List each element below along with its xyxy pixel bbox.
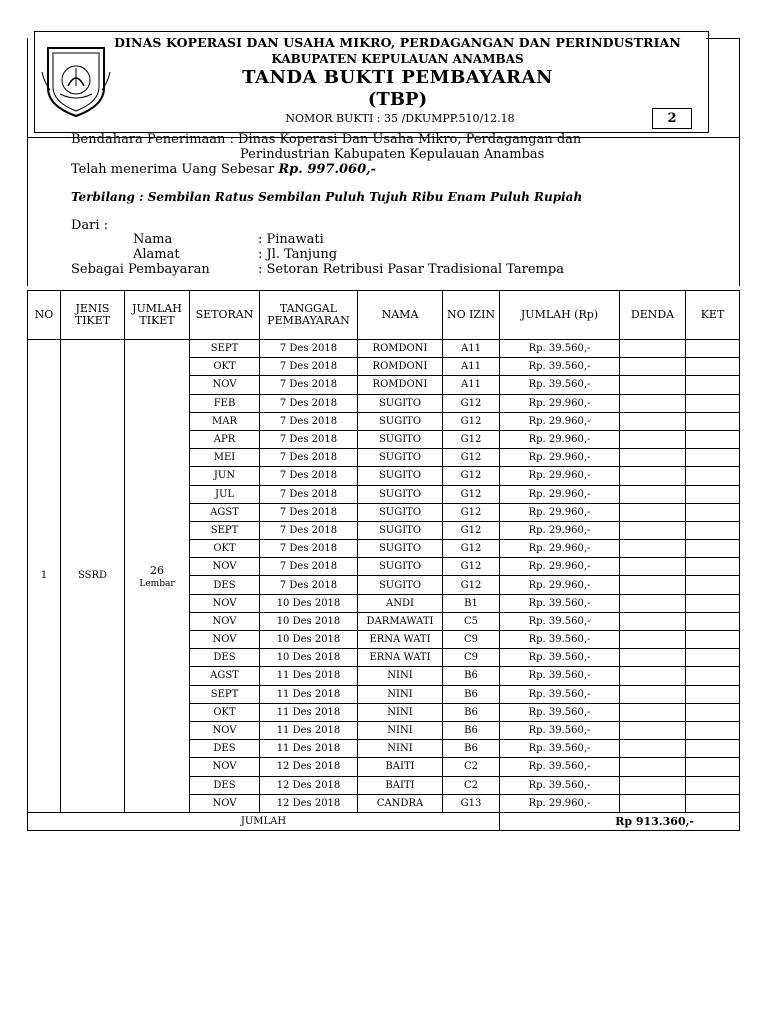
- cell-setoran: OKT: [190, 540, 260, 558]
- cell-denda: [620, 721, 686, 739]
- cell-setoran: DES: [190, 740, 260, 758]
- cell-tanggal: 12 Des 2018: [260, 794, 358, 812]
- cell-setoran: AGST: [190, 667, 260, 685]
- cell-jumlah: Rp. 39.560,-: [500, 776, 620, 794]
- cell-jumlah: Rp. 29.960,-: [500, 449, 620, 467]
- cell-denda: [620, 412, 686, 430]
- document-subtitle: (TBP): [367, 89, 428, 110]
- cell-jenis-tiket: SSRD: [61, 340, 125, 813]
- cell-denda: [620, 449, 686, 467]
- cell-tanggal: 11 Des 2018: [260, 703, 358, 721]
- cell-tanggal: 10 Des 2018: [260, 649, 358, 667]
- cell-nama: NINI: [358, 667, 443, 685]
- cell-nama: SUGITO: [358, 576, 443, 594]
- bendahara-line-1: Bendahara Penerimaan : Dinas Koperasi Dan Usaha Mikro, Perdagangan dan: [71, 132, 582, 147]
- cell-nama: ROMDONI: [358, 340, 443, 358]
- cell-ket: [686, 703, 740, 721]
- cell-nama: SUGITO: [358, 558, 443, 576]
- cell-ket: [686, 485, 740, 503]
- cell-tanggal: 7 Des 2018: [260, 467, 358, 485]
- alamat-label: Alamat: [133, 247, 180, 262]
- cell-no-izin: G12: [443, 449, 500, 467]
- header-setoran: SETORAN: [190, 291, 260, 340]
- header-nama: NAMA: [358, 291, 443, 340]
- document-title: TANDA BUKTI PEMBAYARAN: [242, 67, 553, 88]
- cell-jumlah: Rp. 29.960,-: [500, 467, 620, 485]
- cell-nama: ANDI: [358, 594, 443, 612]
- cell-jumlah: Rp. 39.560,-: [500, 721, 620, 739]
- cell-nama: SUGITO: [358, 540, 443, 558]
- cell-no-izin: C5: [443, 612, 500, 630]
- cell-denda: [620, 612, 686, 630]
- regency-logo-icon: [40, 42, 112, 120]
- cell-ket: [686, 394, 740, 412]
- cell-denda: [620, 540, 686, 558]
- cell-nama: ERNA WATI: [358, 649, 443, 667]
- header-jenis-tiket: JENIS TIKET: [61, 291, 125, 340]
- received-amount-line: [71, 162, 376, 177]
- cell-tanggal: 11 Des 2018: [260, 721, 358, 739]
- cell-setoran: NOV: [190, 558, 260, 576]
- table-row: [28, 340, 740, 358]
- cell-ket: [686, 612, 740, 630]
- frame-top-line: [706, 38, 740, 39]
- cell-no-izin: G12: [443, 394, 500, 412]
- cell-ket: [686, 576, 740, 594]
- cell-tanggal: 7 Des 2018: [260, 340, 358, 358]
- cell-no-izin: G12: [443, 503, 500, 521]
- received-amount: Rp. 997.060,-: [278, 162, 377, 177]
- cell-no-izin: B6: [443, 685, 500, 703]
- table-body: [28, 340, 740, 831]
- cell-jumlah: Rp. 29.960,-: [500, 521, 620, 539]
- cell-jumlah: Rp. 29.960,-: [500, 485, 620, 503]
- cell-tanggal: 7 Des 2018: [260, 394, 358, 412]
- table-header-row: [28, 291, 740, 340]
- cell-no-izin: A11: [443, 376, 500, 394]
- page-number-box: 2: [652, 108, 692, 129]
- cell-no-izin: B6: [443, 703, 500, 721]
- cell-jumlah: Rp. 39.560,-: [500, 667, 620, 685]
- cell-jumlah: Rp. 39.560,-: [500, 740, 620, 758]
- total-row: [28, 812, 740, 830]
- cell-jumlah: Rp. 39.560,-: [500, 612, 620, 630]
- cell-ket: [686, 594, 740, 612]
- cell-setoran: NOV: [190, 721, 260, 739]
- cell-tanggal: 7 Des 2018: [260, 412, 358, 430]
- cell-setoran: NOV: [190, 612, 260, 630]
- cell-ket: [686, 412, 740, 430]
- cell-denda: [620, 594, 686, 612]
- total-label: JUMLAH: [28, 812, 500, 830]
- cell-nama: SUGITO: [358, 503, 443, 521]
- cell-no-izin: G12: [443, 485, 500, 503]
- cell-jumlah: Rp. 39.560,-: [500, 649, 620, 667]
- cell-tanggal: 7 Des 2018: [260, 485, 358, 503]
- cell-setoran: DES: [190, 576, 260, 594]
- receipt-number: NOMOR BUKTI : 35 /DKUMPP.510/12.18: [285, 112, 515, 125]
- bendahara-line-2: Perindustrian Kabupaten Kepulauan Anambas: [240, 147, 545, 162]
- cell-nama: ROMDONI: [358, 358, 443, 376]
- cell-denda: [620, 667, 686, 685]
- cell-nama: NINI: [358, 721, 443, 739]
- cell-no-izin: C2: [443, 758, 500, 776]
- header-no-izin: NO IZIN: [443, 291, 500, 340]
- cell-setoran: DES: [190, 649, 260, 667]
- payment-table: [27, 290, 740, 831]
- cell-ket: [686, 685, 740, 703]
- cell-setoran: SEPT: [190, 685, 260, 703]
- cell-jumlah: Rp. 29.960,-: [500, 794, 620, 812]
- ticket-count: 26: [150, 564, 164, 578]
- cell-nama: SUGITO: [358, 412, 443, 430]
- cell-denda: [620, 649, 686, 667]
- cell-jumlah: Rp. 39.560,-: [500, 758, 620, 776]
- cell-setoran: AGST: [190, 503, 260, 521]
- cell-nama: DARMAWATI: [358, 612, 443, 630]
- cell-jumlah: Rp. 39.560,-: [500, 340, 620, 358]
- cell-ket: [686, 631, 740, 649]
- cell-no-izin: C2: [443, 776, 500, 794]
- cell-nama: SUGITO: [358, 485, 443, 503]
- cell-ket: [686, 667, 740, 685]
- cell-denda: [620, 430, 686, 448]
- cell-tanggal: 7 Des 2018: [260, 503, 358, 521]
- cell-denda: [620, 521, 686, 539]
- cell-jumlah: Rp. 39.560,-: [500, 358, 620, 376]
- cell-denda: [620, 394, 686, 412]
- cell-no-izin: B6: [443, 721, 500, 739]
- cell-tanggal: 7 Des 2018: [260, 540, 358, 558]
- cell-tanggal: 10 Des 2018: [260, 612, 358, 630]
- cell-nama: NINI: [358, 740, 443, 758]
- agency-name: DINAS KOPERASI DAN USAHA MIKRO, PERDAGANGAN DAN PERINDUSTRIAN: [114, 35, 681, 50]
- cell-ket: [686, 558, 740, 576]
- terbilang-text: Terbilang : Sembilan Ratus Sembilan Puluh Tujuh Ribu Enam Puluh Rupiah: [71, 190, 583, 204]
- cell-no-izin: G12: [443, 430, 500, 448]
- pembayaran-value: : Setoran Retribusi Pasar Tradisional Tarempa: [258, 262, 564, 277]
- received-label: Telah menerima Uang Sebesar: [71, 162, 275, 177]
- cell-ket: [686, 467, 740, 485]
- cell-denda: [620, 703, 686, 721]
- cell-ket: [686, 449, 740, 467]
- cell-ket: [686, 358, 740, 376]
- cell-ket: [686, 794, 740, 812]
- cell-nama: ROMDONI: [358, 376, 443, 394]
- cell-nama: SUGITO: [358, 521, 443, 539]
- header-tanggal: TANGGAL PEMBAYARAN: [260, 291, 358, 340]
- cell-setoran: FEB: [190, 394, 260, 412]
- frame-left-line: [27, 38, 28, 286]
- cell-setoran: NOV: [190, 594, 260, 612]
- cell-ket: [686, 376, 740, 394]
- cell-jumlah: Rp. 39.560,-: [500, 376, 620, 394]
- cell-no-izin: C9: [443, 631, 500, 649]
- cell-no-izin: G13: [443, 794, 500, 812]
- cell-tanggal: 7 Des 2018: [260, 558, 358, 576]
- cell-ket: [686, 340, 740, 358]
- cell-ket: [686, 776, 740, 794]
- cell-denda: [620, 376, 686, 394]
- cell-denda: [620, 358, 686, 376]
- cell-denda: [620, 340, 686, 358]
- cell-tanggal: 11 Des 2018: [260, 685, 358, 703]
- cell-setoran: NOV: [190, 794, 260, 812]
- cell-no-izin: B1: [443, 594, 500, 612]
- cell-setoran: APR: [190, 430, 260, 448]
- cell-setoran: DES: [190, 776, 260, 794]
- cell-tanggal: 7 Des 2018: [260, 576, 358, 594]
- cell-jumlah: Rp. 29.960,-: [500, 558, 620, 576]
- cell-ket: [686, 540, 740, 558]
- cell-jumlah: Rp. 29.960,-: [500, 503, 620, 521]
- dari-label: Dari :: [71, 218, 109, 233]
- cell-no-izin: G12: [443, 467, 500, 485]
- cell-tanggal: 12 Des 2018: [260, 758, 358, 776]
- cell-denda: [620, 503, 686, 521]
- cell-ket: [686, 740, 740, 758]
- cell-setoran: NOV: [190, 376, 260, 394]
- cell-jumlah: Rp. 29.960,-: [500, 394, 620, 412]
- ticket-unit: Lembar: [139, 579, 175, 590]
- header-ket: KET: [686, 291, 740, 340]
- cell-no-izin: G12: [443, 576, 500, 594]
- cell-jumlah: Rp. 29.960,-: [500, 412, 620, 430]
- cell-tanggal: 11 Des 2018: [260, 667, 358, 685]
- cell-setoran: OKT: [190, 703, 260, 721]
- nama-value: : Pinawati: [258, 232, 324, 247]
- region-name: KABUPATEN KEPULAUAN ANAMBAS: [271, 52, 524, 66]
- cell-setoran: OKT: [190, 358, 260, 376]
- cell-no-izin: G12: [443, 540, 500, 558]
- cell-no-izin: G12: [443, 521, 500, 539]
- header-no: NO: [28, 291, 61, 340]
- cell-nama: ERNA WATI: [358, 631, 443, 649]
- cell-no: 1: [28, 340, 61, 813]
- header-jumlah-rp: JUMLAH (Rp): [500, 291, 620, 340]
- cell-setoran: SEPT: [190, 521, 260, 539]
- cell-ket: [686, 430, 740, 448]
- cell-jumlah: Rp. 29.960,-: [500, 540, 620, 558]
- cell-ket: [686, 758, 740, 776]
- cell-tanggal: 11 Des 2018: [260, 740, 358, 758]
- cell-nama: SUGITO: [358, 394, 443, 412]
- cell-tanggal: 7 Des 2018: [260, 430, 358, 448]
- cell-tanggal: 7 Des 2018: [260, 376, 358, 394]
- cell-denda: [620, 558, 686, 576]
- cell-jumlah: Rp. 39.560,-: [500, 594, 620, 612]
- header-denda: DENDA: [620, 291, 686, 340]
- cell-denda: [620, 685, 686, 703]
- cell-ket: [686, 503, 740, 521]
- frame-right-line: [739, 38, 740, 286]
- cell-denda: [620, 758, 686, 776]
- cell-setoran: SEPT: [190, 340, 260, 358]
- cell-ket: [686, 721, 740, 739]
- cell-no-izin: A11: [443, 340, 500, 358]
- cell-jumlah: Rp. 29.960,-: [500, 430, 620, 448]
- cell-nama: NINI: [358, 703, 443, 721]
- cell-jumlah-tiket: [125, 340, 190, 813]
- cell-denda: [620, 576, 686, 594]
- cell-setoran: MEI: [190, 449, 260, 467]
- header-jumlah-tiket: JUMLAH TIKET: [125, 291, 190, 340]
- cell-denda: [620, 776, 686, 794]
- cell-nama: BAITI: [358, 776, 443, 794]
- cell-jumlah: Rp. 39.560,-: [500, 631, 620, 649]
- cell-setoran: JUN: [190, 467, 260, 485]
- cell-no-izin: A11: [443, 358, 500, 376]
- cell-ket: [686, 521, 740, 539]
- cell-no-izin: B6: [443, 740, 500, 758]
- cell-no-izin: G12: [443, 558, 500, 576]
- cell-no-izin: G12: [443, 412, 500, 430]
- cell-no-izin: C9: [443, 649, 500, 667]
- cell-denda: [620, 740, 686, 758]
- cell-nama: SUGITO: [358, 467, 443, 485]
- cell-nama: SUGITO: [358, 449, 443, 467]
- cell-tanggal: 12 Des 2018: [260, 776, 358, 794]
- cell-denda: [620, 794, 686, 812]
- cell-denda: [620, 485, 686, 503]
- cell-denda: [620, 467, 686, 485]
- cell-ket: [686, 649, 740, 667]
- nama-label: Nama: [133, 232, 173, 247]
- cell-nama: BAITI: [358, 758, 443, 776]
- cell-no-izin: B6: [443, 667, 500, 685]
- cell-setoran: MAR: [190, 412, 260, 430]
- cell-tanggal: 7 Des 2018: [260, 449, 358, 467]
- cell-denda: [620, 631, 686, 649]
- alamat-value: : Jl. Tanjung: [258, 247, 338, 262]
- cell-jumlah: Rp. 39.560,-: [500, 685, 620, 703]
- cell-tanggal: 10 Des 2018: [260, 594, 358, 612]
- cell-jumlah: Rp. 39.560,-: [500, 703, 620, 721]
- cell-setoran: NOV: [190, 631, 260, 649]
- cell-nama: NINI: [358, 685, 443, 703]
- cell-jumlah: Rp. 29.960,-: [500, 576, 620, 594]
- cell-nama: CANDRA: [358, 794, 443, 812]
- total-value: Rp 913.360,-: [500, 812, 740, 830]
- cell-tanggal: 7 Des 2018: [260, 521, 358, 539]
- cell-tanggal: 7 Des 2018: [260, 358, 358, 376]
- cell-tanggal: 10 Des 2018: [260, 631, 358, 649]
- pembayaran-label: Sebagai Pembayaran: [71, 262, 210, 277]
- cell-nama: SUGITO: [358, 430, 443, 448]
- cell-setoran: NOV: [190, 758, 260, 776]
- cell-setoran: JUL: [190, 485, 260, 503]
